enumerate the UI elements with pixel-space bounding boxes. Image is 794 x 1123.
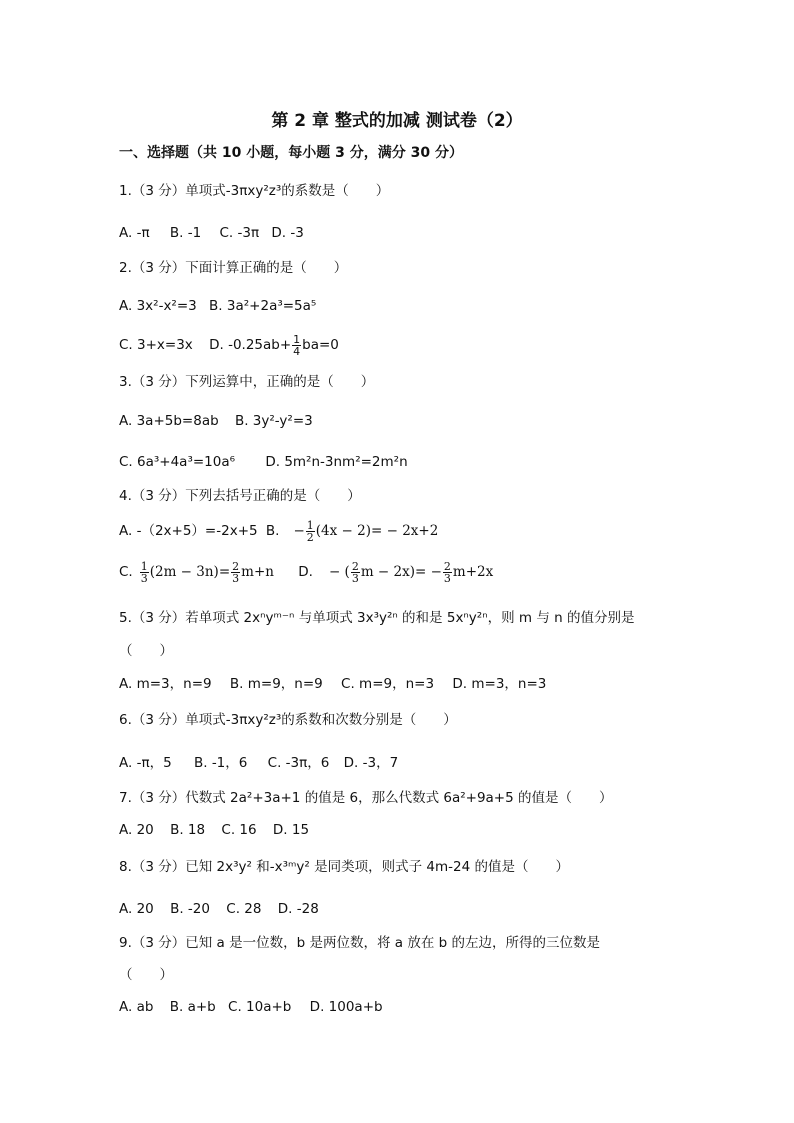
option-c-expression: (2m − 3n)=: [149, 564, 231, 580]
option-b: B. 3y²-y²=3: [234, 413, 313, 429]
option-d: [209, 332, 339, 358]
option-d-sign: − (: [328, 564, 350, 580]
question-6-options: [119, 754, 398, 772]
page-title: 第 2 章 整式的加减 测试卷（2）: [271, 111, 523, 131]
denominator: 2: [306, 530, 314, 544]
section-heading: 一、选择题（共 10 小题，每小题 3 分，满分 30 分）: [119, 145, 463, 161]
option-c: C. 6a³+4a³=10a⁶: [119, 454, 236, 470]
option-b: B. 18: [170, 822, 206, 838]
question-5: 5.（3 分）若单项式 2xⁿyᵐ⁻ⁿ 与单项式 3x³y²ⁿ 的和是 5xⁿy²ⁿ，则 m 与 n 的值分别是: [119, 610, 635, 626]
numerator: 1: [293, 332, 301, 346]
question-8: 8.（3 分）已知 2x³y² 和-x³ᵐy² 是同类项，则式子 4m-24 的值是（ ）: [119, 859, 569, 875]
question-5-blank: （ ）: [119, 643, 173, 659]
denominator: 3: [351, 571, 359, 585]
denominator: 4: [293, 344, 301, 358]
question-8-options: [119, 900, 319, 918]
option-d: D. -3: [271, 225, 304, 241]
question-5-options: [119, 675, 546, 693]
option-a: A. 20: [119, 822, 154, 838]
question-2: 2.（3 分）下面计算正确的是（ ）: [119, 260, 348, 276]
question-3-options-ab: [119, 412, 313, 430]
fraction: [140, 561, 149, 584]
question-7-options: [119, 821, 309, 839]
option-b-expression: (4x − 2)= − 2x+2: [315, 523, 439, 539]
option-d-text-end: ba=0: [302, 337, 339, 353]
option-d: D. m=3，n=3: [452, 676, 547, 692]
option-c-expression-end: m+n: [241, 564, 274, 580]
question-2-options-cd: [119, 333, 339, 357]
option-c: C. 10a+b: [228, 999, 292, 1015]
option-d: D. 100a+b: [309, 999, 383, 1015]
option-c-label: C.: [119, 564, 133, 580]
denominator: 3: [140, 571, 148, 585]
option-c: C. 3+x=3x: [119, 337, 193, 353]
option-b: B. a+b: [169, 999, 216, 1015]
option-a: A. -π，5: [119, 755, 172, 771]
option-a: A. -（2x+5）=-2x+5: [119, 523, 258, 539]
option-a: A. m=3，n=9: [119, 676, 212, 692]
numerator: 1: [140, 559, 148, 573]
fraction: [306, 520, 315, 543]
question-3: 3.（3 分）下列运算中，正确的是（ ）: [119, 374, 375, 390]
fraction: [292, 334, 301, 357]
fraction: [231, 561, 240, 584]
option-d: D. -3，7: [343, 755, 399, 771]
fraction: [443, 561, 452, 584]
denominator: 3: [232, 571, 240, 585]
option-a: A. -π: [119, 225, 150, 241]
numerator: 2: [351, 559, 359, 573]
option-b: B. -1: [169, 225, 202, 241]
option-d: D. 5m²n-3nm²=2m²n: [265, 454, 408, 470]
option-b-label: B.: [265, 523, 280, 539]
option-d: [298, 559, 494, 585]
question-1: 1.（3 分）单项式-3πxy²z³的系数是（ ）: [119, 183, 390, 199]
option-b: B. m=9，n=9: [229, 676, 323, 692]
option-d: D. -28: [277, 901, 319, 917]
option-c: C. -3π: [219, 225, 260, 241]
option-b: B. 3a²+2a³=5a⁵: [209, 298, 317, 314]
option-d: D. 15: [272, 822, 310, 838]
question-9-options: [119, 998, 383, 1016]
numerator: 2: [232, 559, 240, 573]
option-d-expression-end: m+2x: [452, 564, 494, 580]
question-2-options-ab: [119, 297, 316, 315]
option-d-label: D.: [298, 564, 313, 580]
option-d-expression: m − 2x)= −: [360, 564, 442, 580]
option-a: A. 20: [119, 901, 154, 917]
question-4-options-ab: [119, 518, 438, 544]
option-c: C. m=9，n=3: [341, 676, 435, 692]
numerator: 2: [443, 559, 451, 573]
question-4-options-cd: [119, 558, 493, 586]
option-c: C. -3π，6: [267, 755, 330, 771]
option-c: C. 16: [221, 822, 257, 838]
question-6: 6.（3 分）单项式-3πxy²z³的系数和次数分别是（ ）: [119, 712, 457, 728]
option-c: C. 28: [226, 901, 262, 917]
option-b: B. -20: [170, 901, 210, 917]
option-a: A. 3a+5b=8ab: [119, 413, 219, 429]
option-d-text: D. -0.25ab+: [209, 337, 292, 353]
question-1-options: [119, 224, 304, 242]
option-b: B. -1，6: [193, 755, 248, 771]
option-a: A. 3x²-x²=3: [119, 298, 197, 314]
denominator: 3: [443, 571, 451, 585]
option-a: A. ab: [119, 999, 154, 1015]
fraction: [351, 561, 360, 584]
question-7: 7.（3 分）代数式 2a²+3a+1 的值是 6，那么代数式 6a²+9a+5 的值是（ ）: [119, 790, 613, 806]
option-b: [265, 518, 439, 544]
question-3-options-cd: [119, 453, 408, 471]
numerator: 1: [306, 518, 314, 532]
question-4: 4.（3 分）下列去括号正确的是（ ）: [119, 488, 361, 504]
option-c: [119, 559, 274, 585]
option-b-sign: −: [293, 523, 305, 539]
question-9: 9.（3 分）已知 a 是一位数，b 是两位数，将 a 放在 b 的左边，所得的三位数是: [119, 935, 600, 951]
question-9-blank: （ ）: [119, 967, 173, 983]
